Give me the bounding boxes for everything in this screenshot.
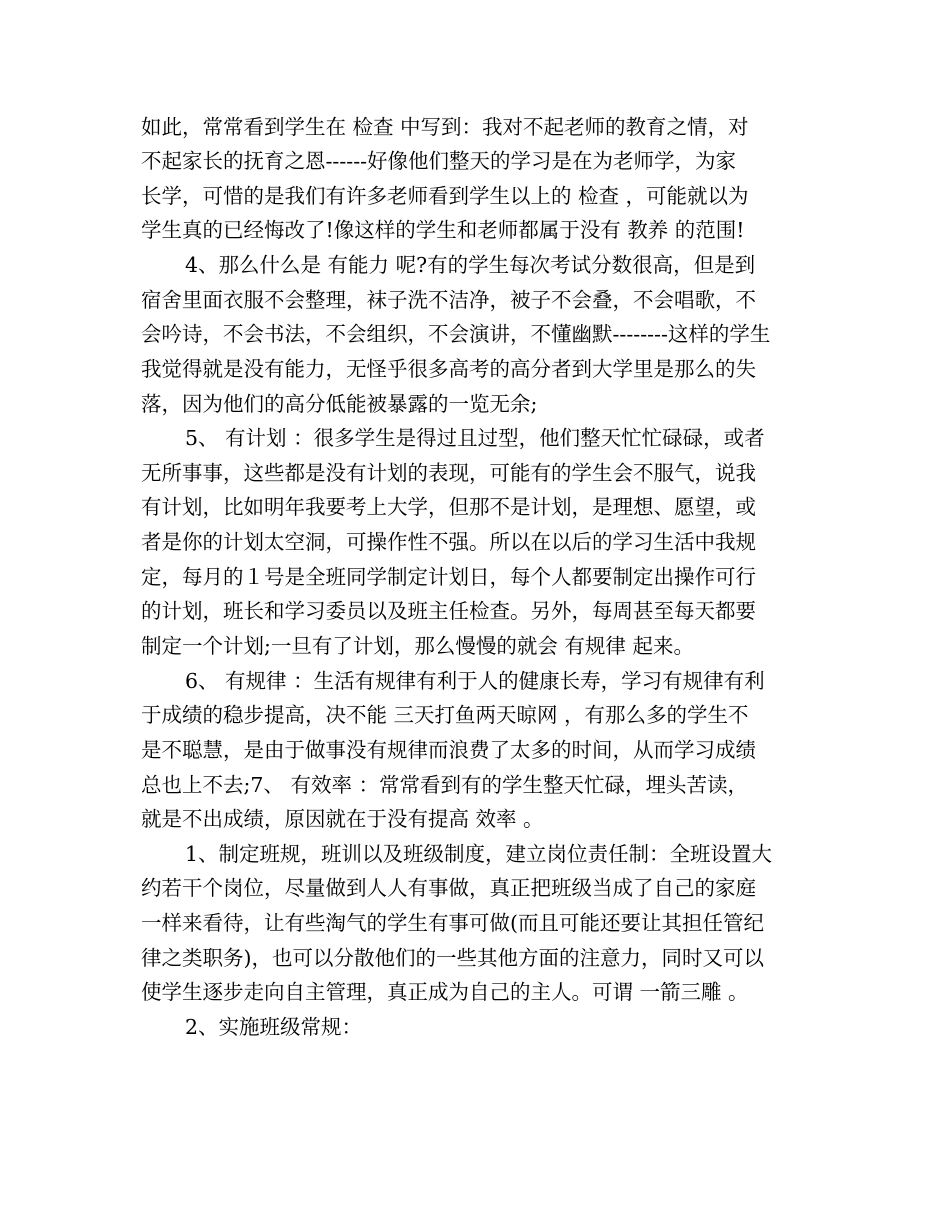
paragraph-6-start: 6、 有规律 ：生活有规律有利于人的健康长寿，学习有规律有利 xyxy=(185,669,765,693)
text-line: 的计划，班长和学习委员以及班主任检查。另外，每周甚至每天都要 xyxy=(141,599,756,623)
text-line: 我觉得就是没有能力，无怪乎很多高考的高分者到大学里是那么的失 xyxy=(141,357,756,381)
text-line: 学生真的已经悔改了!像这样的学生和老师都属于没有 教养 的范围! xyxy=(141,218,745,242)
text-line: 是不聪慧，是由于做事没有规律而浪费了太多的时间，从而学习成绩 xyxy=(141,738,756,762)
text-line: 无所事事，这些都是没有计划的表现，可能有的学生会不服气，说我 xyxy=(141,461,756,485)
text-line: 长学，可惜的是我们有许多老师看到学生以上的 检查 ，可能就以为 xyxy=(141,184,749,208)
paragraph-4-start: 4、那么什么是 有能力 呢?有的学生每次考试分数很高，但是到 xyxy=(185,253,756,277)
text-line: 会吟诗，不会书法，不会组织，不会演讲，不懂幽默--------这样的学生 xyxy=(141,322,771,346)
text-line: 就是不出成绩，原因就在于没有提高 效率 。 xyxy=(141,807,544,831)
text-line: 有计划，比如明年我要考上大学，但那不是计划，是理想、愿望，或 xyxy=(141,495,756,519)
text-line: 落，因为他们的高分低能被暴露的一览无余; xyxy=(141,392,538,416)
text-line: 不起家长的抚育之恩------好像他们整天的学习是在为老师学，为家 xyxy=(141,149,737,173)
text-line: 律之类职务)，也可以分散他们的一些其他方面的注意力，同时又可以 xyxy=(141,946,764,970)
text-line: 于成绩的稳步提高，决不能 三天打鱼两天晾网 ，有那么多的学生不 xyxy=(141,703,749,727)
text-line: 总也上不去;7、 有效率 ：常常看到有的学生整天忙碌，埋头苦读， xyxy=(141,773,748,797)
text-line: 约若干个岗位，尽量做到人人有事做，真正把班级当成了自己的家庭 xyxy=(141,876,756,900)
text-line: 宿舍里面衣服不会整理，袜子洗不洁净，被子不会叠，不会唱歌，不 xyxy=(141,288,756,312)
text-line: 使学生逐步走向自主管理，真正成为自己的主人。可谓 一箭三雕 。 xyxy=(141,980,749,1004)
text-line: 如此，常常看到学生在 检查 中写到：我对不起老师的教育之情，对 xyxy=(141,115,749,139)
text-line: 一样来看待，让有些淘气的学生有事可做(而且可能还要让其担任管纪 xyxy=(141,911,764,935)
paragraph-2-start: 2、实施班级常规： xyxy=(185,1015,363,1039)
paragraph-1-start: 1、制定班规，班训以及班级制度，建立岗位责任制：全班设置大 xyxy=(185,842,773,866)
text-line: 者是你的计划太空洞，可操作性不强。所以在以后的学习生活中我规 xyxy=(141,530,756,554)
text-line: 制定一个计划;一旦有了计划，那么慢慢的就会 有规律 起来。 xyxy=(141,634,694,658)
text-line: 定，每月的１号是全班同学制定计划日，每个人都要制定出操作可行 xyxy=(141,565,756,589)
paragraph-5-start: 5、 有计划 ：很多学生是得过且过型，他们整天忙忙碌碌，或者 xyxy=(185,426,765,450)
